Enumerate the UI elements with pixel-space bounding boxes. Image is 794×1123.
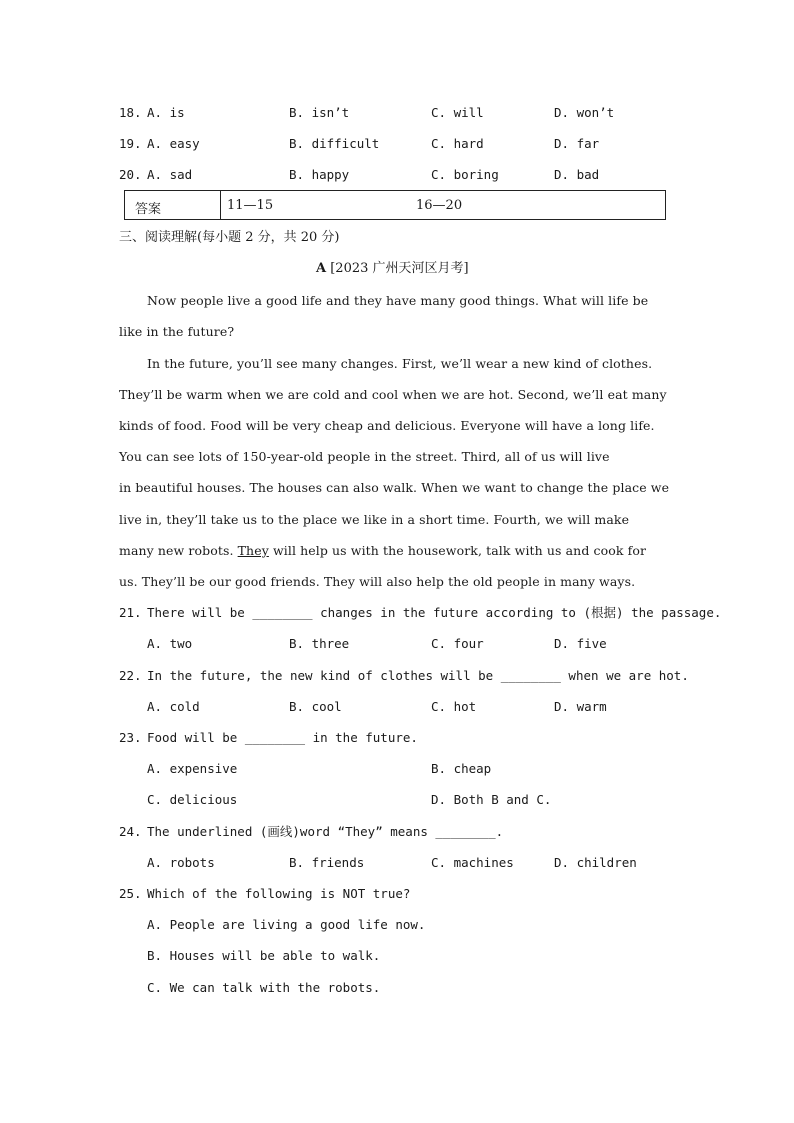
passage-heading [316, 261, 469, 277]
question-stem: There will be ________ changes in the future according to (根据) the passage. [147, 605, 722, 620]
passage-line: Now people live a good life and they have many good things. What will life be [147, 293, 649, 308]
option-d: D. bad [554, 167, 600, 182]
option-a: A. is [147, 105, 185, 120]
question-number: 21. [119, 605, 142, 620]
option-c: C. We can talk with the robots. [147, 980, 381, 995]
option-a: A. People are living a good life now. [147, 917, 426, 932]
option-c: C. delicious [147, 792, 238, 807]
passage-source: [2023 广州天河区月考] [330, 261, 469, 276]
table-divider [220, 191, 221, 219]
answer-label: 答案 [135, 202, 162, 217]
question-stem: Food will be ________ in the future. [147, 730, 418, 745]
passage-line-start: many new robots. [119, 543, 238, 558]
option-d: D. Both B and C. [431, 792, 552, 807]
option-a: A. robots [147, 855, 215, 870]
question-stem: In the future, the new kind of clothes will be ________ when we are hot. [147, 668, 689, 683]
passage-line: live in, they’ll take us to the place we like in a short time. Fourth, we will make [119, 512, 630, 527]
option-b: B. cool [289, 699, 342, 714]
option-a: A. sad [147, 167, 193, 182]
passage-line: They’ll be warm when we are cold and cool when we are hot. Second, we’ll eat many [119, 387, 667, 402]
passage-line: You can see lots of 150-year-old people in the street. Third, all of us will live [119, 449, 610, 464]
option-c: C. four [431, 636, 484, 651]
option-b: B. difficult [289, 136, 380, 151]
passage-line-rest: will help us with the housework, talk with us and cook for [268, 543, 647, 558]
option-d: D. won’t [554, 105, 615, 120]
question-number: 19. [119, 136, 142, 151]
passage-line: like in the future? [119, 324, 235, 339]
option-a: A. cold [147, 699, 200, 714]
answer-range-2: 16—20 [416, 198, 463, 213]
passage-letter: A [316, 261, 327, 276]
passage-line: us. They’ll be our good friends. They will also help the old people in many ways. [119, 574, 636, 589]
option-b: B. isn’t [289, 105, 350, 120]
question-stem: Which of the following is NOT true? [147, 886, 411, 901]
answer-table [124, 190, 666, 220]
passage-line: kinds of food. Food will be very cheap and delicious. Everyone will have a long life. [119, 418, 655, 433]
option-b: B. cheap [431, 761, 492, 776]
option-d: D. warm [554, 699, 607, 714]
question-number: 20. [119, 167, 142, 182]
passage-line: In the future, you’ll see many changes. First, we’ll wear a new kind of clothes. [147, 356, 653, 371]
option-b: B. Houses will be able to walk. [147, 948, 381, 963]
option-a: A. expensive [147, 761, 238, 776]
option-d: D. five [554, 636, 607, 651]
option-c: C. will [431, 105, 484, 120]
option-c: C. hot [431, 699, 477, 714]
option-c: C. hard [431, 136, 484, 151]
option-d: D. far [554, 136, 600, 151]
answer-range-1: 11—15 [227, 198, 274, 213]
question-number: 25. [119, 886, 142, 901]
option-d: D. children [554, 855, 637, 870]
option-a: A. easy [147, 136, 200, 151]
option-c: C. boring [431, 167, 499, 182]
option-b: B. happy [289, 167, 350, 182]
option-b: B. three [289, 636, 350, 651]
passage-line [119, 543, 646, 559]
section-title: 三、阅读理解(每小题 2 分，共 20 分) [119, 230, 340, 245]
question-number: 24. [119, 824, 142, 839]
question-stem: The underlined (画线)word “They” means ________. [147, 824, 504, 839]
question-number: 23. [119, 730, 142, 745]
underlined-word: They [237, 543, 269, 558]
passage-line: in beautiful houses. The houses can also walk. When we want to change the place we [119, 480, 670, 495]
option-c: C. machines [431, 855, 514, 870]
question-number: 22. [119, 668, 142, 683]
option-a: A. two [147, 636, 193, 651]
option-b: B. friends [289, 855, 365, 870]
question-number: 18. [119, 105, 142, 120]
